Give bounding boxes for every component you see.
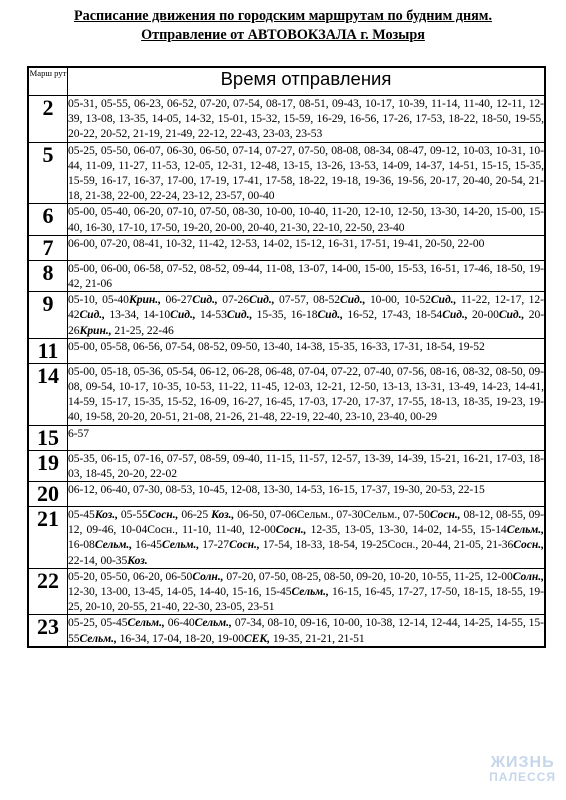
times-text: 06-50, 07-06Сельм., 07-30Сельм., 07-50 bbox=[234, 508, 430, 522]
route-number: 2 bbox=[28, 96, 68, 143]
watermark-bottom-text: ПАЛЕССЯ bbox=[489, 770, 556, 784]
route-variant-label: Коз., bbox=[211, 508, 235, 522]
route-variant-label: Коз., bbox=[94, 508, 118, 522]
departure-times bbox=[68, 235, 546, 260]
departure-times bbox=[68, 425, 546, 450]
route-variant-label: Сид., bbox=[317, 308, 343, 322]
departure-times bbox=[68, 96, 546, 143]
route-variant-label: Сельм., bbox=[161, 538, 200, 552]
schedule-rows bbox=[28, 96, 545, 647]
departure-times bbox=[68, 507, 546, 569]
route-variant-label: Сид., bbox=[442, 308, 468, 322]
times-text: 06-25 bbox=[178, 508, 212, 522]
route-variant-label: Сид., bbox=[79, 308, 105, 322]
route-number: 5 bbox=[28, 142, 68, 204]
route-variant-label: Сосн., bbox=[429, 508, 461, 522]
table-row bbox=[28, 450, 545, 481]
times-text: 07-26 bbox=[217, 293, 250, 307]
table-row bbox=[28, 507, 545, 569]
route-variant-label: Сосн., bbox=[229, 538, 260, 552]
route-variant-label: Сельм., bbox=[94, 538, 133, 552]
table-row bbox=[28, 260, 545, 291]
times-text: 14-53 bbox=[195, 308, 227, 322]
times-text: 22-14, 00-35 bbox=[68, 553, 128, 567]
route-variant-label: Крин., bbox=[79, 323, 112, 337]
table-row bbox=[28, 615, 545, 647]
route-number: 22 bbox=[28, 568, 68, 615]
route-variant-label: Коз. bbox=[127, 553, 148, 567]
route-variant-label: Сельм., bbox=[194, 616, 232, 630]
times-text: 05-00, 05-58, 06-56, 07-54, 08-52, 09-50, 13-40, 14-38, 15-35, 16-33, 17-31, 18-54, 19-52 bbox=[68, 339, 485, 353]
times-text: 05-00, 05-18, 05-36, 05-54, 06-12, 06-28, 06-48, 07-04, 07-22, 07-40, 07-56, 08-16, 08-32, 08-50, 09-08, 09-54, 10-17, 10-35, 10-53, 11-22, 11-45, 12-03, 12-21, 12-50, 13-13, 13-31, 13-49, 14-23, 14-41, 14-59, 15-17, 15-35, 15-52, 16-09, 16-27, 16-45, 17-03, 17-20, 17-37, 17-55, 18-13, 18-35, 19-23, 19-40, 19-58, 20-20, 20-51, 21-08, 21-26, 21-48, 22-19, 22-40, 23-10, 23-40, 00-29 bbox=[68, 364, 544, 424]
route-variant-label: СЕК, bbox=[243, 631, 270, 645]
watermark-logo bbox=[489, 756, 556, 784]
table-row bbox=[28, 96, 545, 143]
route-variant-label: Сосн., bbox=[513, 538, 544, 552]
departure-times bbox=[68, 142, 546, 204]
times-text: 6-57 bbox=[68, 426, 90, 440]
times-text: 06-40 bbox=[164, 616, 195, 630]
departure-times bbox=[68, 338, 546, 363]
times-text: 05-20, 05-50, 06-20, 06-50 bbox=[68, 569, 193, 583]
times-text: 05-00, 05-40, 06-20, 07-10, 07-50, 08-30, 10-00, 10-40, 11-20, 12-10, 12-50, 13-30, 14-20, 15-00, 15-40, 16-30, 17-10, 17-50, 19-20, 20-00, 20-40, 21-30, 22-10, 22-50, 23-40 bbox=[68, 205, 544, 234]
table-row bbox=[28, 235, 545, 260]
times-text: 20-26 bbox=[68, 308, 544, 337]
route-number: 9 bbox=[28, 292, 68, 339]
times-text: 17-54, 18-33, 18-54, 19-25Сосн., 20-44, 21-05, 21-36 bbox=[259, 538, 514, 552]
route-variant-label: Сосн., bbox=[275, 523, 307, 537]
table-row bbox=[28, 204, 545, 235]
table-row bbox=[28, 482, 545, 507]
times-text: 20-00 bbox=[467, 308, 499, 322]
page-title bbox=[0, 7, 566, 45]
table-row bbox=[28, 142, 545, 204]
route-variant-label: Сид., bbox=[192, 293, 218, 307]
route-variant-label: Сид., bbox=[498, 308, 525, 322]
title-line-1: Расписание движения по городским маршрутам по будним дням. bbox=[73, 8, 493, 24]
times-text: 05-55 bbox=[117, 508, 148, 522]
table-row bbox=[28, 363, 545, 425]
route-variant-label: Сид., bbox=[249, 293, 275, 307]
times-text: 05-35, 06-15, 07-16, 07-57, 08-59, 09-40, 11-15, 11-57, 12-57, 13-39, 14-39, 15-21, 16-21, 17-03, 18-03, 18-45, 20-20, 22-02 bbox=[68, 451, 544, 480]
title-line-2: Отправление от АВТОВОКЗАЛА г. Мозыря bbox=[141, 27, 425, 43]
route-variant-label: Сосн., bbox=[147, 508, 179, 522]
times-text: 05-45 bbox=[68, 508, 95, 522]
times-text: 07-34, 08-10, 09-16, 10-00, 10-38, 12-14, 12-44, 14-25, 14-55, 15-55 bbox=[68, 616, 544, 645]
route-variant-label: Крин., bbox=[128, 293, 161, 307]
times-text: 07-20, 07-50, 08-25, 08-50, 09-20, 10-20, 10-55, 11-25, 12-00 bbox=[223, 569, 513, 583]
watermark-top-text: ЖИЗНЬ bbox=[490, 754, 555, 771]
route-variant-label: Сид., bbox=[170, 308, 196, 322]
route-number: 8 bbox=[28, 260, 68, 291]
times-text: 15-35, 16-18 bbox=[252, 308, 318, 322]
times-text: 13-34, 14-10 bbox=[104, 308, 171, 322]
route-column-header: Марш рут bbox=[28, 67, 68, 96]
route-variant-label: Солн., bbox=[512, 569, 544, 583]
times-text: 17-27 bbox=[199, 538, 230, 552]
times-text: 10-00, 10-52 bbox=[365, 293, 431, 307]
departure-times bbox=[68, 204, 546, 235]
route-variant-label: Сельм., bbox=[127, 616, 165, 630]
departure-times bbox=[68, 292, 546, 339]
times-text: 12-30, 13-00, 13-45, 14-05, 14-40, 15-16, 15-45 bbox=[68, 585, 292, 599]
times-text: 05-10, 05-40 bbox=[68, 293, 129, 307]
times-text: 05-00, 06-00, 06-58, 07-52, 08-52, 09-44, 11-08, 13-07, 14-00, 15-00, 15-53, 16-51, 17-46, 18-50, 19-42, 21-06 bbox=[68, 261, 544, 291]
times-text: 08-12, 08-55, 09-12, 09-46, 10-04Сосн., 11-10, 11-40, 12-00 bbox=[68, 508, 544, 537]
route-number: 7 bbox=[28, 235, 68, 260]
times-text: 11-22, 12-17, 12-42 bbox=[68, 293, 544, 322]
route-variant-label: Сид., bbox=[339, 293, 366, 307]
route-number: 21 bbox=[28, 507, 68, 569]
table-row bbox=[28, 425, 545, 450]
departure-times bbox=[68, 260, 546, 291]
route-number: 11 bbox=[28, 338, 68, 363]
route-variant-label: Солн., bbox=[192, 569, 224, 583]
times-text: 12-35, 13-05, 13-30, 14-02, 14-55, 15-14 bbox=[306, 523, 507, 537]
times-text: 07-57, 08-52 bbox=[274, 293, 340, 307]
times-text: 16-15, 16-45, 17-27, 17-50, 18-15, 18-55, 19-25, 20-10, 20-55, 21-40, 22-30, 23-05, 23-51 bbox=[68, 585, 544, 614]
table-row bbox=[28, 292, 545, 339]
schedule-table bbox=[27, 66, 546, 648]
time-column-header: Время отправления bbox=[68, 67, 546, 96]
times-text: 05-25, 05-45 bbox=[68, 616, 128, 630]
table-row bbox=[28, 568, 545, 615]
times-text: 16-34, 17-04, 18-20, 19-00 bbox=[116, 631, 244, 645]
times-text: 16-45 bbox=[132, 538, 162, 552]
departure-times bbox=[68, 615, 546, 647]
route-variant-label: Сид., bbox=[226, 308, 253, 322]
times-text: 19-35, 21-21, 21-51 bbox=[269, 631, 365, 645]
departure-times bbox=[68, 568, 546, 615]
times-text: 05-31, 05-55, 06-23, 06-52, 07-20, 07-54, 08-17, 08-51, 09-43, 10-17, 10-39, 11-14, 11-40, 12-11, 12-39, 13-08, 13-35, 14-05, 14-32, 15-01, 15-32, 15-59, 16-29, 16-56, 17-26, 17-53, 18-22, 18-50, 19-55, 20-22, 20-52, 21-19, 21-49, 22-12, 22-43, 23-03, 23-53 bbox=[68, 97, 544, 141]
table-header-row bbox=[28, 67, 545, 96]
times-text: 16-08 bbox=[68, 538, 95, 552]
times-text: 16-52, 17-43, 18-54 bbox=[342, 308, 443, 322]
times-text: 06-12, 06-40, 07-30, 08-53, 10-45, 12-08, 13-30, 14-53, 16-15, 17-37, 19-30, 20-53, 22-15 bbox=[68, 483, 485, 497]
table-row bbox=[28, 338, 545, 363]
route-number: 23 bbox=[28, 615, 68, 647]
route-number: 19 bbox=[28, 450, 68, 481]
route-variant-label: Сельм., bbox=[506, 523, 544, 537]
route-variant-label: Сельм., bbox=[291, 585, 329, 599]
route-number: 20 bbox=[28, 482, 68, 507]
times-text: 06-00, 07-20, 08-41, 10-32, 11-42, 12-53, 14-02, 15-12, 16-31, 17-51, 19-41, 20-50, 22-00 bbox=[68, 236, 485, 250]
route-number: 6 bbox=[28, 204, 68, 235]
departure-times bbox=[68, 363, 546, 425]
route-variant-label: Сид., bbox=[430, 293, 457, 307]
times-text: 06-27 bbox=[160, 293, 193, 307]
departure-times bbox=[68, 450, 546, 481]
times-text: 05-25, 05-50, 06-07, 06-30, 06-50, 07-14, 07-27, 07-50, 08-08, 08-34, 08-47, 09-12, 10-03, 10-31, 10-44, 11-09, 11-27, 11-53, 12-05, 12-31, 12-48, 13-15, 13-26, 13-53, 14-09, 14-37, 14-51, 15-15, 15-35, 15-59, 16-17, 16-37, 17-00, 17-19, 17-41, 17-58, 18-22, 19-18, 19-36, 19-56, 20-17, 20-40, 20-54, 21-18, 21-38, 22-00, 22-24, 23-12, 23-57, 00-40 bbox=[68, 143, 544, 203]
route-number: 15 bbox=[28, 425, 68, 450]
departure-times bbox=[68, 482, 546, 507]
route-number: 14 bbox=[28, 363, 68, 425]
times-text: 21-25, 22-46 bbox=[111, 323, 174, 337]
route-variant-label: Сельм., bbox=[79, 631, 117, 645]
